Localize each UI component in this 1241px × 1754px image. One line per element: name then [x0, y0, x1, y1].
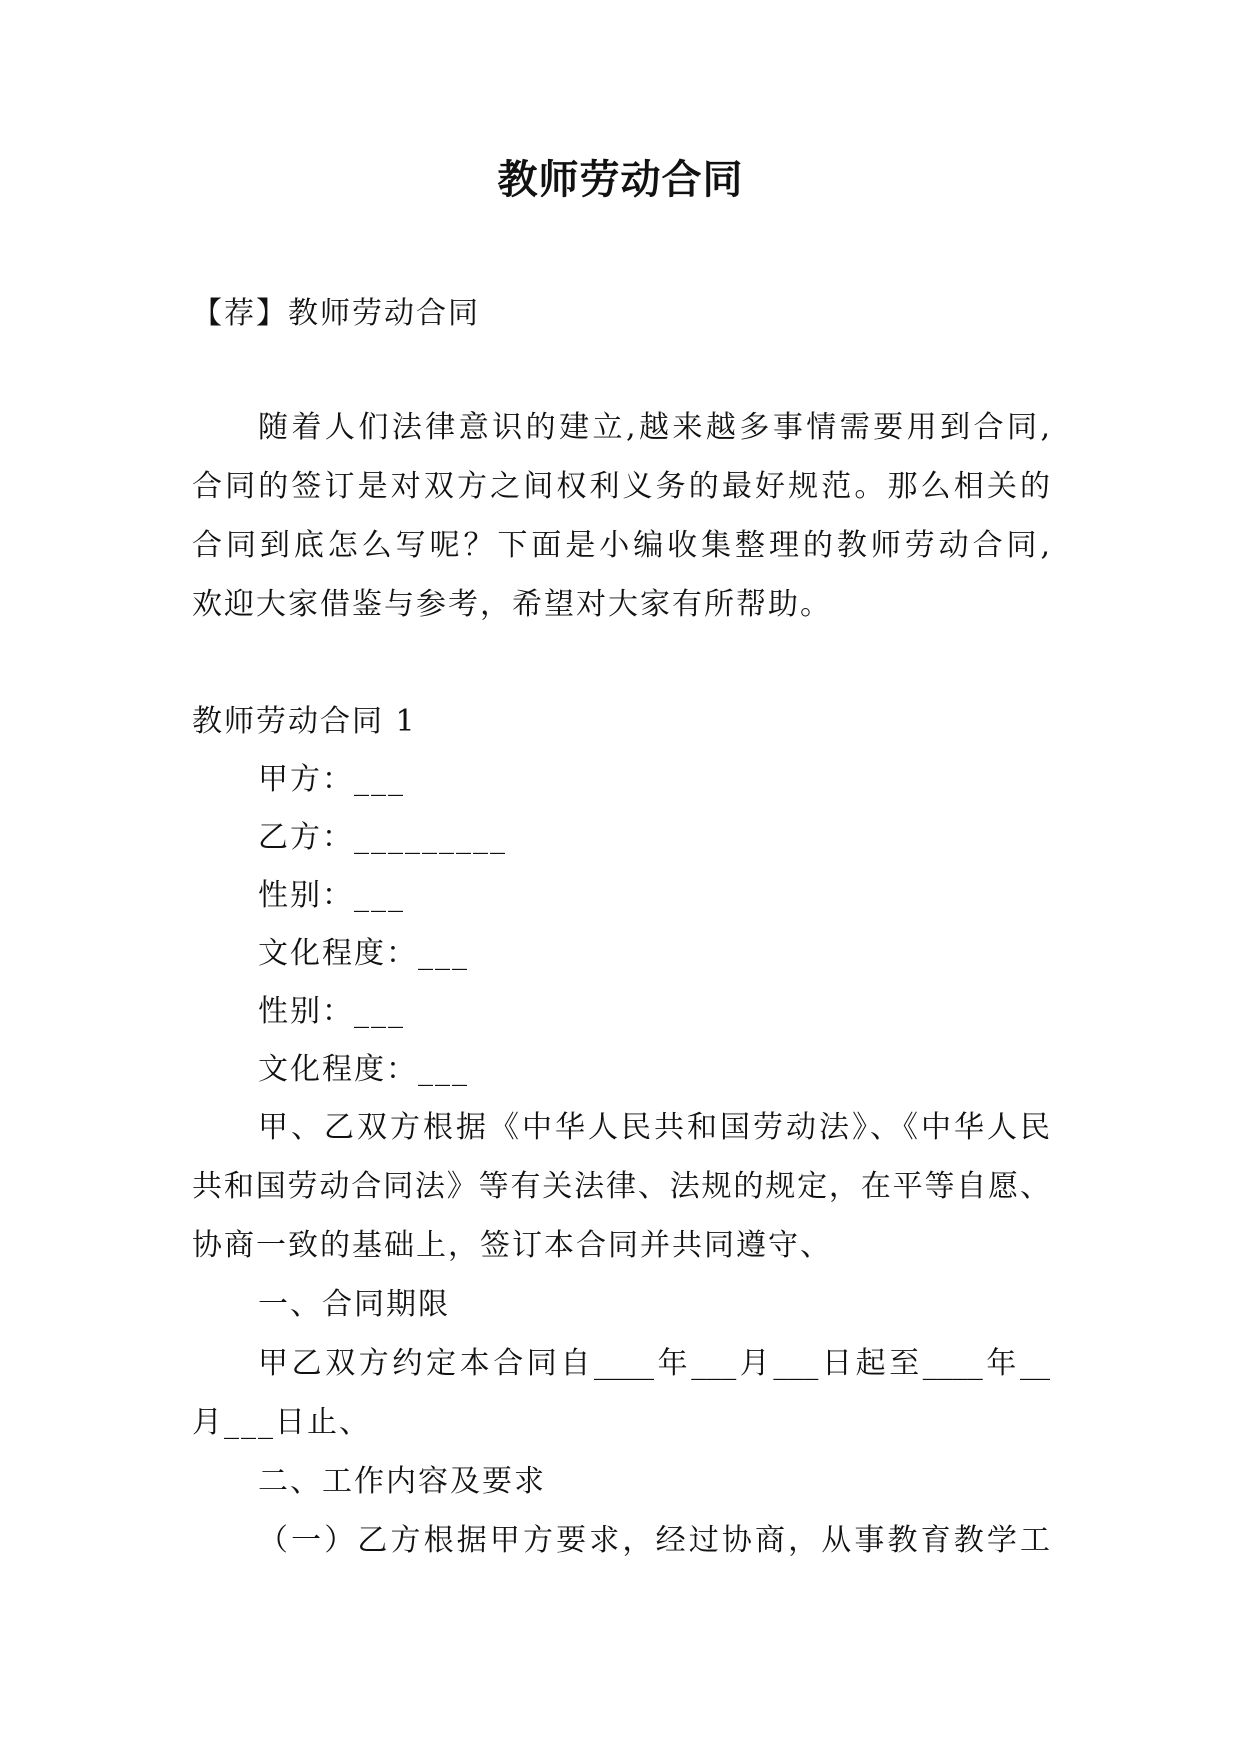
section-1-heading: 一、合同期限: [258, 1287, 450, 1322]
intro-line-4: 欢迎大家借鉴与参考，希望对大家有所帮助。: [192, 587, 832, 622]
section-1-line-2: 月___日止、: [192, 1405, 371, 1440]
education-field-2: 文化程度：___: [258, 1052, 469, 1087]
basis-line-2: 共和国劳动合同法》等有关法律、法规的规定，在平等自愿、: [192, 1169, 1050, 1204]
education-field: 文化程度：___: [258, 936, 469, 971]
basis-line-3: 协商一致的基础上，签订本合同并共同遵守、: [192, 1228, 832, 1263]
document-title: 教师劳动合同: [497, 157, 744, 203]
intro-line-1: 随着人们法律意识的建立,越来越多事情需要用到合同,: [258, 410, 1050, 445]
party-a-field: 甲方：___: [258, 762, 405, 797]
section-1-line-1: 甲乙双方约定本合同自____年___月___日起至____年__: [258, 1346, 1050, 1381]
contract-heading: 教师劳动合同 1: [192, 704, 417, 739]
intro-line-3: 合同到底怎么写呢？下面是小编收集整理的教师劳动合同,: [192, 528, 1050, 563]
basis-line-1: 甲、乙双方根据《中华人民共和国劳动法》、《中华人民: [258, 1110, 1050, 1145]
intro-line-2: 合同的签订是对双方之间权利义务的最好规范。那么相关的: [192, 469, 1050, 504]
party-b-field: 乙方：_________: [258, 820, 507, 855]
gender-field-2: 性别：___: [258, 994, 405, 1029]
section-2-heading: 二、工作内容及要求: [258, 1464, 546, 1499]
gender-field: 性别：___: [258, 878, 405, 913]
section-2-item-1: （一）乙方根据甲方要求，经过协商，从事教育教学工: [258, 1523, 1050, 1558]
subtitle: 【荐】教师劳动合同: [192, 296, 480, 331]
